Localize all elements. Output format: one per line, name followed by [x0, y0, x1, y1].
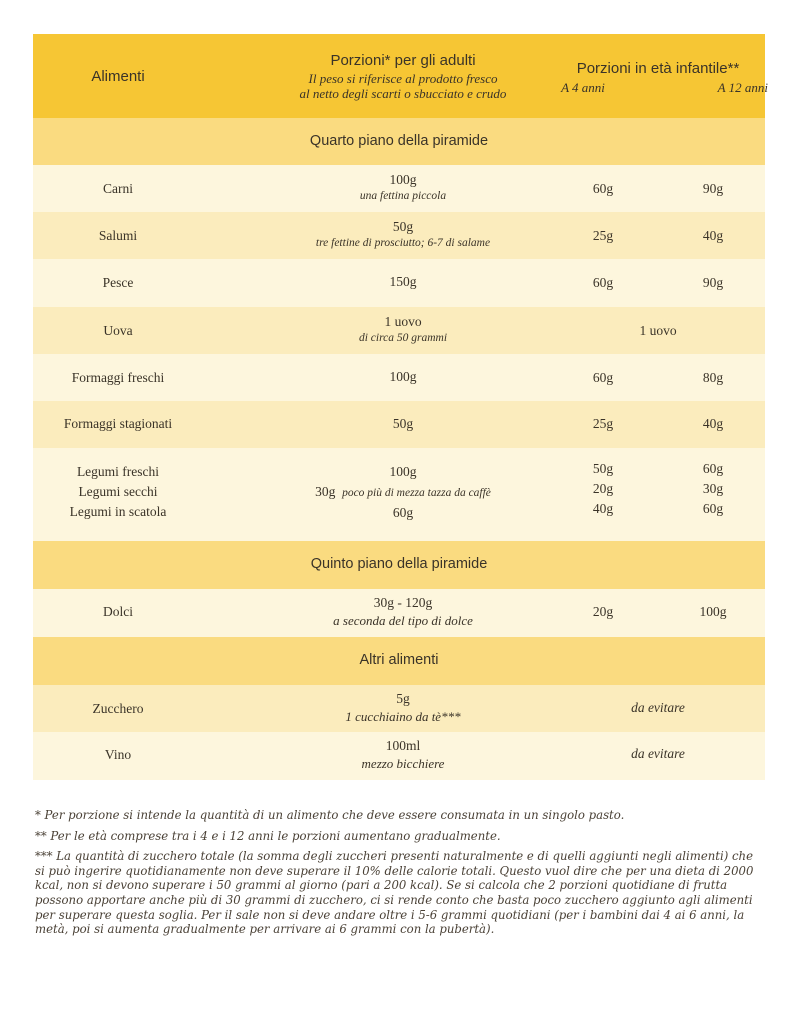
food-name: Formaggi stagionati	[63, 416, 173, 431]
table-row	[33, 212, 765, 259]
age4-portion: 20g	[592, 481, 614, 496]
age12-portion: 90g	[702, 275, 724, 290]
adult-note: 1 cucchiaino da tè***	[345, 709, 461, 724]
age4-portion: 20g	[592, 604, 614, 619]
age4-portion: 25g	[592, 416, 614, 431]
header-adult-subtitle-line2: al netto degli scarti o sbucciato e crudo	[299, 86, 507, 101]
food-name: Carni	[103, 181, 133, 196]
table-row	[33, 448, 765, 541]
table-row	[33, 685, 765, 732]
age4-portion: 25g	[592, 228, 614, 243]
child-portion: da evitare	[631, 700, 685, 715]
adult-portion: 100g	[389, 369, 417, 384]
food-name: Legumi freschi	[76, 464, 160, 479]
adult-value: 100ml	[385, 738, 421, 753]
age12-portion: 90g	[702, 181, 724, 196]
adult-value: 100g	[389, 464, 417, 479]
age12-portion: 60g	[702, 461, 724, 476]
age12-portion: 40g	[702, 228, 724, 243]
adult-portion	[203, 738, 603, 772]
footnote: ** Per le età comprese tra i 4 e i 12 anni le porzioni aumentano gradualmente.	[35, 828, 501, 843]
adult-portion	[203, 172, 603, 202]
header-foods: Alimenti	[91, 68, 145, 85]
table-row	[33, 165, 765, 212]
age12-portion: 80g	[702, 370, 724, 385]
food-name: Zucchero	[92, 701, 144, 716]
adult-value: 30g	[315, 484, 336, 499]
age12-portion-group	[663, 459, 763, 519]
footnotes	[35, 808, 765, 943]
table-row	[33, 589, 765, 637]
header-child-title: Porzioni in età infantile**	[576, 60, 740, 77]
food-name: Vino	[104, 747, 132, 762]
adult-portion	[203, 595, 603, 629]
footnote: * Per porzione si intende la quantità di un alimento che deve essere consumata in un singolo pasto.	[35, 808, 625, 822]
food-name: Pesce	[102, 275, 134, 290]
adult-value-with-note	[203, 482, 603, 503]
table-row	[33, 259, 765, 307]
adult-note: una fettina piccola	[359, 190, 447, 202]
age4-portion: 50g	[592, 461, 614, 476]
header-adult-subtitle-line1: Il peso si riferisce al prodotto fresco	[308, 71, 498, 86]
age4-portion: 60g	[592, 181, 614, 196]
age12-portion: 30g	[702, 481, 724, 496]
table-row	[33, 401, 765, 448]
adult-note: di circa 50 grammi	[358, 332, 448, 344]
section-title: Quinto piano della piramide	[310, 556, 488, 572]
age4-portion: 60g	[592, 275, 614, 290]
adult-value: 100g	[389, 172, 417, 187]
table-row	[33, 732, 765, 780]
child-portion: da evitare	[631, 746, 685, 761]
adult-value: 50g	[392, 219, 414, 234]
adult-portion: 150g	[389, 274, 417, 289]
adult-portion-group	[203, 462, 603, 523]
age12-portion: 60g	[702, 501, 724, 516]
section-title: Quarto piano della piramide	[309, 133, 489, 149]
adult-value: 60g	[392, 505, 414, 520]
section-title: Altri alimenti	[359, 652, 439, 668]
age12-portion: 40g	[702, 416, 724, 431]
child-portion: 1 uovo	[639, 323, 677, 338]
footnote: *** La quantità di zucchero totale (la somma degli zuccheri presenti naturalmente e di quelli aggiunti negli alimenti) che si può ingerire quotidianamente non deve superare il 10% delle calorie totali. Questo vuol dire che per una dieta di 2000 kcal, non si devono superare i 50 grammi al giorno (pari a 200 kcal). Se si calcola che 2 porzioni quotidiane di frutta possono apportare anche più di 30 grammi di zucchero, ci si rende conto che basta poco zucchero aggiunto agli alimenti per superare questa soglia. Per il sale non si deve andare oltre i 5-6 grammi quotidiani (per i bambini dai 4 ai 6 anni, la metà, poi si aumenta gradualmente per arrivare ai 6 grammi con la pubertà).	[35, 849, 754, 937]
header-adult-title: Porzioni* per gli adulti	[330, 52, 476, 69]
age4-portion: 60g	[592, 370, 614, 385]
food-name: Formaggi freschi	[71, 370, 165, 385]
section-header	[33, 541, 765, 589]
table-row	[33, 307, 765, 354]
adult-portion	[203, 314, 603, 344]
adult-note: mezzo bicchiere	[361, 756, 445, 771]
adult-note: tre fettine di prosciutto; 6-7 di salame	[315, 237, 491, 249]
food-name-group	[33, 462, 203, 522]
section-header	[33, 118, 765, 165]
adult-portion: 50g	[392, 416, 414, 431]
age4-portion-group	[553, 459, 653, 519]
adult-value: 30g - 120g	[373, 595, 433, 610]
portions-table	[33, 34, 768, 780]
header-child-age4: A 4 anni	[561, 80, 605, 95]
adult-portion	[203, 219, 603, 249]
food-name: Uova	[103, 323, 133, 338]
table-row	[33, 354, 765, 401]
age4-portion: 40g	[592, 501, 614, 516]
adult-note: poco più di mezza tazza da caffè	[342, 487, 491, 499]
age12-portion: 100g	[699, 604, 727, 619]
food-name: Legumi secchi	[78, 484, 158, 499]
food-name: Salumi	[98, 228, 138, 243]
adult-portion	[203, 691, 603, 725]
adult-value: 5g	[396, 691, 410, 706]
table-header	[33, 34, 768, 118]
food-name: Dolci	[103, 604, 133, 619]
header-child-age12: A 12 anni	[717, 80, 768, 95]
food-name: Legumi in scatola	[69, 504, 167, 519]
adult-note: a seconda del tipo di dolce	[333, 613, 473, 628]
adult-value: 1 uovo	[384, 314, 422, 329]
section-header	[33, 637, 765, 685]
